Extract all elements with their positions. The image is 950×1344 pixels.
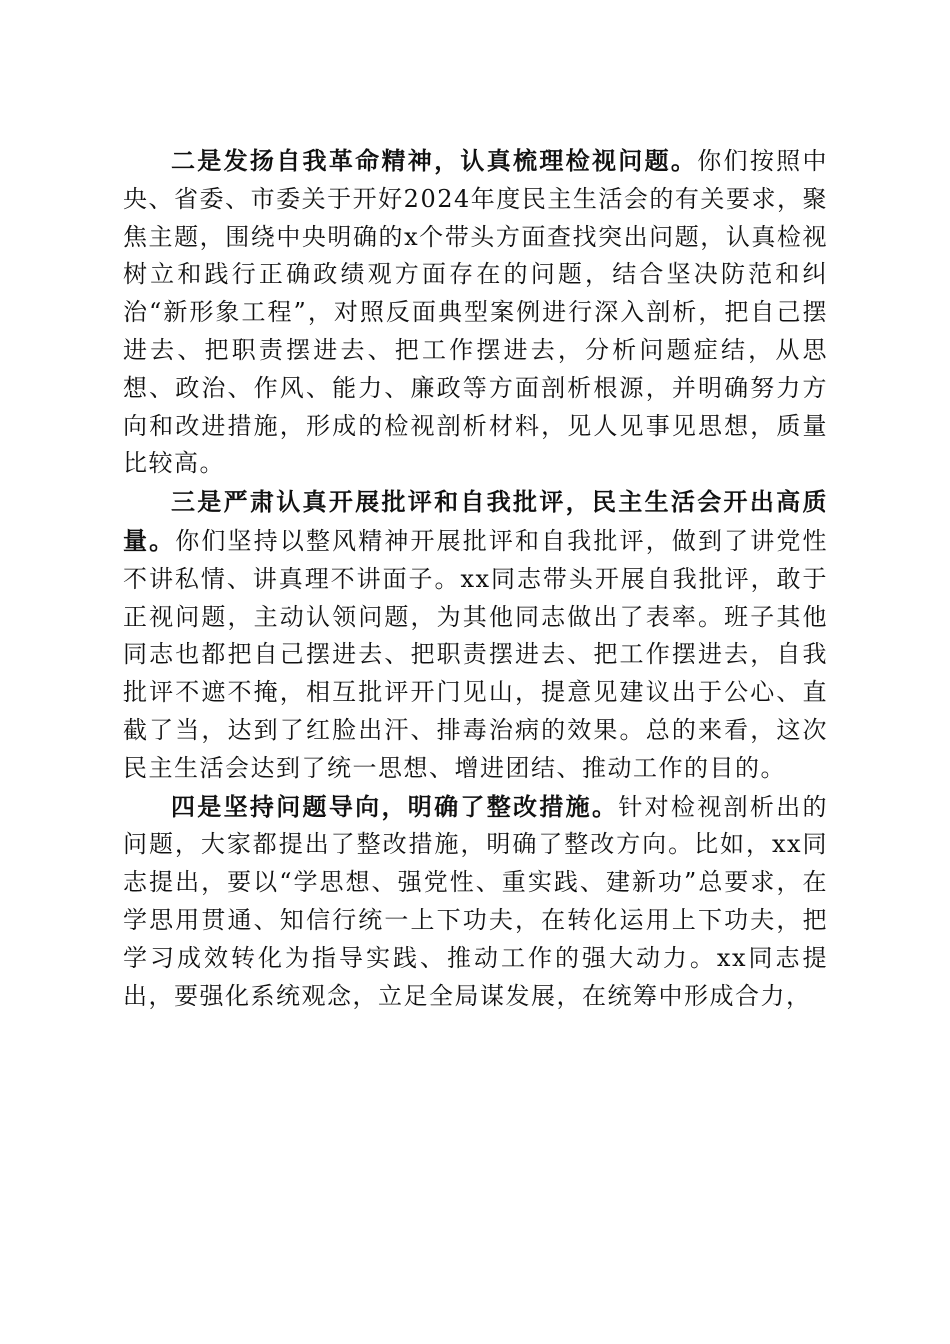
document-body (123, 142, 828, 1015)
paragraph-4-lead: 四是坚持问题导向，明确了整改措施。 (171, 791, 619, 821)
paragraph-4-body: 针对检视剖析出的问题，大家都提出了整改措施，明确了整改方向。比如，xx同志提出，要以“学思想、强党性、重实践、建新功”总要求，在学思用贯通、知信行统一上下功夫，在转化运用上下功夫，把学习成效转化为指导实践、推动工作的强大动力。xx同志提出，要强化系统观念，立足全局谋发展，在统筹中形成合力， (123, 792, 828, 1010)
paragraph-3-lead: 三是严肃认真开展批评和自我批评，民主生活会开出高质量。 (123, 487, 828, 555)
paragraph-2-body: 你们按照中央、省委、市委关于开好2024年度民主生活会的有关要求，聚焦主题，围绕中央明确的x个带头方面查找突出问题，认真检视树立和践行正确政绩观方面存在的问题，结合坚决防范和纠治“新形象工程”，对照反面典型案例进行深入剖析，把自己摆进去、把职责摆进去、把工作摆进去，分析问题症结，从思想、政治、作风、能力、廉政等方面剖析根源，并明确努力方向和改进措施，形成的检视剖析材料，见人见事见思想，质量比较高。 (123, 147, 828, 478)
paragraph-4 (123, 788, 828, 1016)
paragraph-2-lead: 二是发扬自我革命精神，认真梳理检视问题。 (171, 146, 698, 175)
paragraph-3 (123, 483, 828, 787)
paragraph-2 (123, 142, 828, 483)
paragraph-3-body: 你们坚持以整风精神开展批评和自我批评，做到了讲党性不讲私情、讲真理不讲面子。xx同志带头开展自我批评，敢于正视问题，主动认领问题，为其他同志做出了表率。班子其他同志也都把自己摆进去、把职责摆进去、把工作摆进去，自我批评不遮不掩，相互批评开门见山，提意见建议出于公心、直截了当，达到了红脸出汗、排毒治病的效果。总的来看，这次民主生活会达到了统一思想、增进团结、推动工作的目的。 (123, 526, 829, 782)
